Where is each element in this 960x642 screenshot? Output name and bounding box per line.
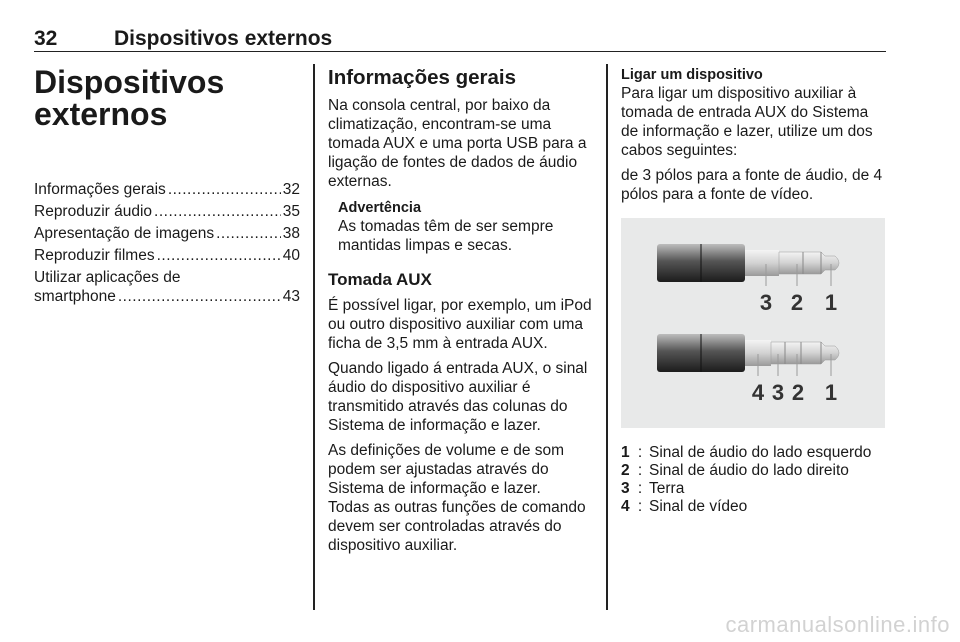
- legend-number: 4: [621, 498, 630, 515]
- legend-number: 2: [621, 462, 630, 479]
- toc-entry-page: 35: [282, 203, 300, 220]
- toc-entry-title: Utilizar aplicações de: [34, 269, 181, 286]
- aux-plug-figure: [621, 218, 885, 428]
- page-header: [34, 27, 886, 52]
- connect-device-column: [621, 66, 887, 516]
- intro-paragraph: Na consola central, por baixo da climatização, encontram-se uma tomada AUX e uma porta USB para a ligação de fontes de dados de áudio externas.: [328, 97, 587, 190]
- aux-paragraph: Todas as outras funções de comando devem ser controladas através do dispositivo auxiliar.: [328, 499, 586, 554]
- column-divider: [313, 64, 315, 610]
- plug2-label: 2: [791, 380, 805, 405]
- toc-entry[interactable]: [34, 224, 300, 243]
- warning-note: [328, 199, 594, 255]
- toc-entry[interactable]: [34, 180, 300, 199]
- aux-paragraph: Quando ligado á entrada AUX, o sinal áudio do dispositivo auxiliar é transmitido através das colunas do Sistema de informação e lazer.: [328, 360, 588, 434]
- legend-item: [621, 462, 887, 480]
- connect-paragraph: Para ligar um dispositivo auxiliar à tomada de entrada AUX do Sistema de informação e lazer, utilize um dos cabos seguintes:: [621, 85, 873, 159]
- plug1-label: 3: [759, 290, 773, 315]
- toc-entry-title: Apresentação de imagens: [34, 225, 215, 242]
- plug2-label: 4: [751, 380, 765, 405]
- legend-separator: :: [637, 498, 643, 515]
- legend-item: [621, 444, 887, 462]
- toc-entry-title: smartphone: [34, 288, 116, 305]
- plug2-label: 1: [824, 380, 838, 405]
- table-of-contents: [34, 180, 300, 306]
- figure-legend: [621, 444, 887, 516]
- plug-illustration: [621, 218, 885, 428]
- plug1-label: 2: [790, 290, 804, 315]
- plug1-label: 1: [824, 290, 838, 315]
- legend-separator: :: [637, 480, 643, 497]
- legend-item: [621, 498, 887, 516]
- chapter-title: [34, 66, 300, 130]
- column-divider: [606, 64, 608, 610]
- three-pole-plug: [657, 244, 839, 315]
- four-pole-plug: [657, 334, 839, 405]
- toc-entry-title: Informações gerais: [34, 181, 166, 198]
- toc-entry[interactable]: [34, 202, 300, 221]
- page-number: 32: [34, 27, 58, 50]
- legend-separator: :: [637, 462, 643, 479]
- aux-paragraph: É possível ligar, por exemplo, um iPod ou outro dispositivo auxiliar com uma ficha de 3,5 mm à entrada AUX.: [328, 297, 592, 352]
- running-title: Dispositivos externos: [114, 27, 333, 50]
- legend-text: Sinal de vídeo: [649, 498, 748, 515]
- toc-entry-title: Reproduzir áudio: [34, 203, 153, 220]
- toc-column: [34, 66, 300, 309]
- toc-leader-dots: [168, 180, 281, 199]
- subsection-heading: Ligar um dispositivo: [621, 67, 763, 83]
- note-title: Advertência: [338, 200, 422, 216]
- toc-entry-page: 38: [282, 225, 300, 242]
- toc-leader-dots: [118, 287, 281, 306]
- legend-text: Sinal de áudio do lado direito: [649, 462, 849, 479]
- toc-entry-page: 43: [282, 288, 300, 305]
- legend-item: [621, 480, 887, 498]
- note-text: As tomadas têm de ser sempre mantidas limpas e secas.: [338, 218, 554, 254]
- connect-paragraph: de 3 pólos para a fonte de áudio, de 4 pólos para a fonte de vídeo.: [621, 167, 883, 203]
- toc-leader-dots: [154, 202, 281, 221]
- legend-number: 3: [621, 480, 630, 497]
- toc-leader-dots: [157, 246, 281, 265]
- aux-paragraph: As definições de volume e de som podem ser ajustadas através do Sistema de informação e lazer.: [328, 442, 565, 497]
- watermark: carmanualsonline.info: [725, 612, 950, 637]
- general-info-column: [328, 66, 594, 561]
- chapter-title-line: externos: [34, 96, 168, 132]
- legend-number: 1: [621, 444, 630, 461]
- section-heading: Informações gerais: [328, 66, 516, 89]
- toc-entry[interactable]: [34, 246, 300, 265]
- plug2-label: 3: [771, 380, 785, 405]
- legend-separator: :: [637, 444, 643, 461]
- toc-entry-title: Reproduzir filmes: [34, 247, 155, 264]
- legend-text: Sinal de áudio do lado esquerdo: [649, 444, 872, 461]
- toc-entry-page: 40: [282, 247, 300, 264]
- toc-leader-dots: [216, 224, 281, 243]
- chapter-title-line: Dispositivos: [34, 64, 225, 100]
- toc-entry-page: 32: [282, 181, 300, 198]
- legend-text: Terra: [649, 480, 685, 497]
- toc-entry[interactable]: [34, 268, 300, 306]
- subsection-heading: Tomada AUX: [328, 270, 432, 289]
